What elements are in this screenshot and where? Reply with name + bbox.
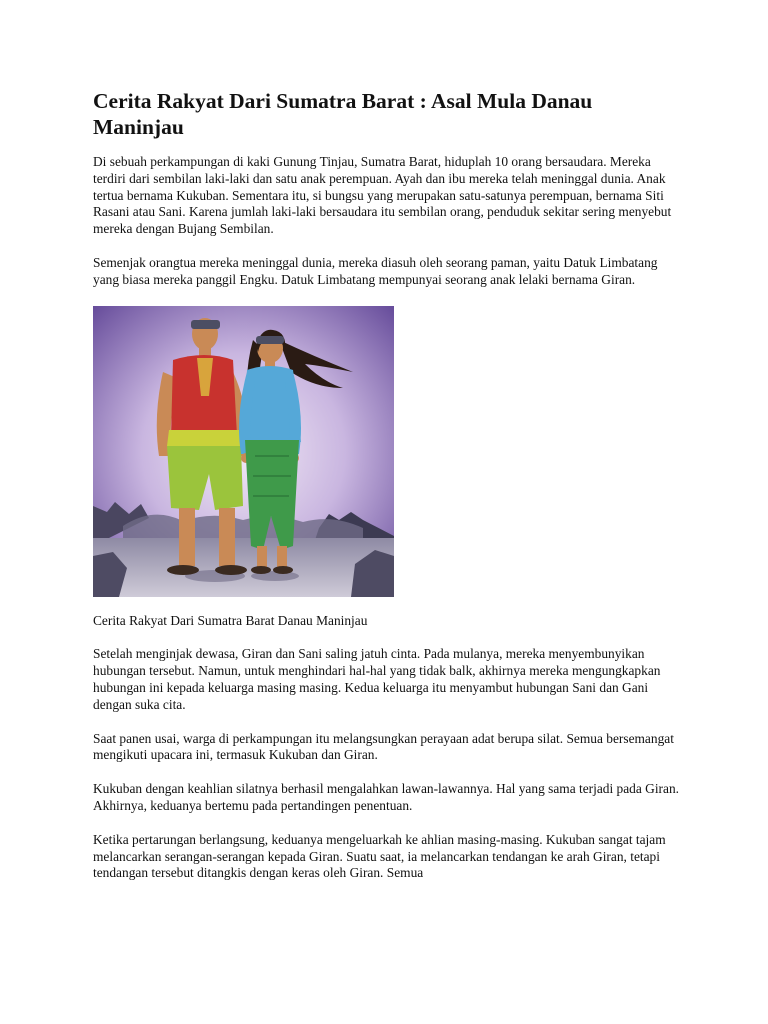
paragraph-3: Setelah menginjak dewasa, Giran dan Sani saling jatuh cinta. Pada mulanya, mereka menyembunyikan hubungan tersebut. Namun, untuk menghindari hal-hal yang tidak balk, akhirnya mereka mengungkapkan hubungan ini kepada keluarga masing masing. Kedua keluarga itu menyambut hubungan Sani dan Gani dengan suka cita. (93, 646, 661, 712)
paragraph-5: Kukuban dengan keahlian silatnya berhasil mengalahkan lawan-lawannya. Hal yang sama terjadi pada Giran. Akhirnya, keduanya bertemu pada pertandingen penentuan. (93, 781, 679, 813)
article-title: Cerita Rakyat Dari Sumatra Barat : Asal Mula Danau Maninjau (93, 89, 593, 139)
paragraph-1: Di sebuah perkampungan di kaki Gunung Tinjau, Sumatra Barat, hiduplah 10 orang bersaudara. Mereka terdiri dari sembilan laki-laki dan satu anak perempuan. Ayah dan ibu mereka telah meninggal dunia. Anak tertua bernama Kukuban. Sementara itu, si bungsu yang merupakan satu-satunya perempuan, bernama Siti Rasani atau Sani. Karena jumlah laki-laki bersaudara itu sembilan orang, penduduk sekitar sering menyebut mereka dengan Bujang Sembilan. (93, 154, 672, 237)
paragraph-2: Semenjak orangtua mereka meninggal dunia, mereka diasuh oleh seorang paman, yaitu Datuk Limbatang yang biasa mereka panggil Engku. Datuk Limbatang mempunyai seorang anak lelaki bernama Giran. (93, 254, 658, 287)
boy-headband (191, 320, 220, 329)
image-caption: Cerita Rakyat Dari Sumatra Barat Danau Maninjau (93, 612, 368, 628)
boy-sash (167, 430, 241, 446)
article (93, 88, 685, 899)
paragraph-6: Ketika pertarungan berlangsung, keduanya mengeluarkah ke ahlian masing-masing. Kukuban sangat tajam melancarkan serangan-serangan kepada Giran. Suatu saat, ia melancarkan tendangan ke arah Giran, tetapi tendangan tersebut ditangkis dengan keras oleh Giran. Semua (93, 831, 666, 881)
girl-headband (256, 336, 284, 344)
paragraph-4: Saat panen usai, warga di perkampungan itu melangsungkan perayaan adat berupa silat. Semua bersemangat mengikuti upacara ini, termasuk Kukuban dan Giran. (93, 730, 674, 763)
story-illustration (93, 306, 394, 597)
